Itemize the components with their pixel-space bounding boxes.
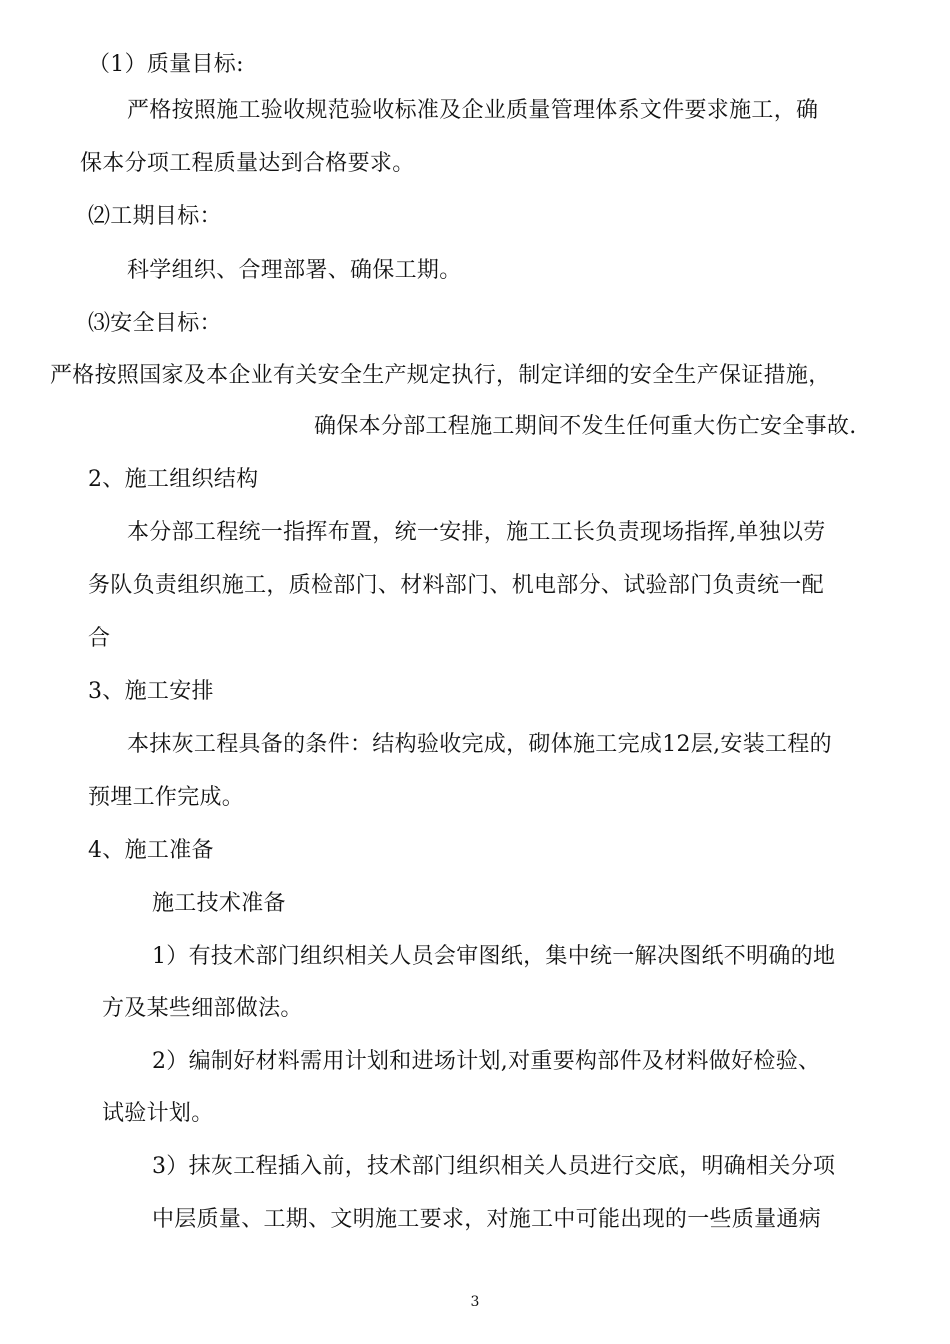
paragraph-line: 严格按照国家及本企业有关安全生产规定执行，制定详细的安全生产保证措施， <box>50 363 831 388</box>
heading-quality-goal: （1）质量目标: <box>88 52 244 77</box>
heading-schedule-goal: ⑵工期目标： <box>88 204 222 229</box>
heading-section-2: 2、施工组织结构 <box>88 467 259 492</box>
paragraph-line: 合 <box>88 626 111 651</box>
paragraph-line: 中层质量、工期、文明施工要求，对施工中可能出现的一些质量通病 <box>152 1207 822 1232</box>
heading-safety-goal: ⑶安全目标： <box>88 311 222 336</box>
paragraph-line: 预埋工作完成。 <box>88 785 245 810</box>
paragraph-line: 本抹灰工程具备的条件：结构验收完成，砌体施工完成12层,安装工程的 <box>127 732 832 757</box>
paragraph-line: 务队负责组织施工，质检部门、材料部门、机电部分、试验部门负责统一配 <box>88 573 824 598</box>
heading-section-4: 4、施工准备 <box>88 838 214 863</box>
paragraph-line: 科学组织、合理部署、确保工期。 <box>127 258 462 283</box>
page-number: 3 <box>470 1294 480 1310</box>
paragraph-line: 试验计划。 <box>102 1101 214 1126</box>
paragraph-line: 确保本分部工程施工期间不发生任何重大伤亡安全事故. <box>314 414 857 439</box>
subheading-technical-preparation: 施工技术准备 <box>152 891 286 916</box>
list-item-2: 2）编制好材料需用计划和进场计划,对重要构部件及材料做好检验、 <box>152 1049 821 1074</box>
paragraph-line: 方及某些细部做法。 <box>102 996 303 1021</box>
paragraph-line: 保本分项工程质量达到合格要求。 <box>80 151 415 176</box>
paragraph-line: 本分部工程统一指挥布置，统一安排，施工工长负责现场指挥,单独以劳 <box>127 520 826 545</box>
list-item-1: 1）有技术部门组织相关人员会审图纸，集中统一解决图纸不明确的地 <box>152 944 836 969</box>
list-item-3: 3）抹灰工程插入前，技术部门组织相关人员进行交底，明确相关分项 <box>152 1154 836 1179</box>
heading-section-3: 3、施工安排 <box>88 679 214 704</box>
paragraph-line: 严格按照施工验收规范验收标准及企业质量管理体系文件要求施工，确 <box>127 98 819 123</box>
